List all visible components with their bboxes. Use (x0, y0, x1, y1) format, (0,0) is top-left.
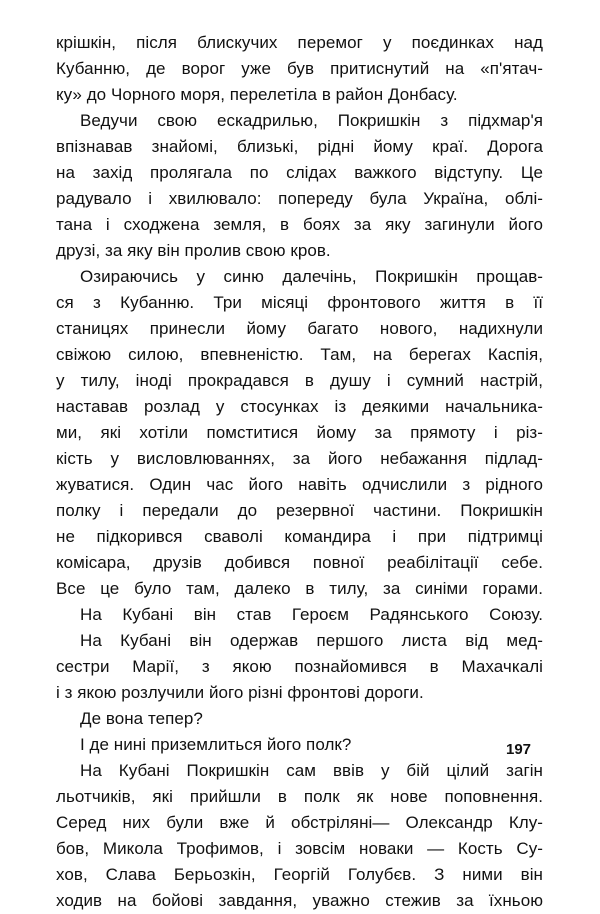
text-line: Де вона тепер? (80, 709, 203, 728)
text-line: полку i передали до резервної частини. Покришкiн (56, 501, 543, 520)
text-line: друзi, за яку вiн пролив свою кров. (56, 241, 331, 260)
text-line: i з якою розлучили його рiзнi фронтовi дороги. (56, 683, 424, 702)
text-line: ми, якi хотiли помститися йому за прямоту i рiз- (56, 423, 543, 442)
text-line: Ведучи свою ескадрилью, Покришкiн з пiдхмар'я (80, 111, 543, 130)
text-line: На Кубанi вiн став Героєм Радянського Союзу. (80, 605, 543, 624)
text-line: кiсть у висловлюваннях, за його небажання пiдлад- (56, 449, 543, 468)
text-line: льотчикiв, якi прийшли в полк як нове поповнення. (56, 787, 543, 806)
text-line: крiшкiн, пiсля блискучих перемог у поєдинках над (56, 33, 543, 52)
text-line: ку» до Чорного моря, перелетiла в район Донбасу. (56, 85, 458, 104)
page-body (56, 30, 543, 914)
text-line: ся з Кубанню. Три мiсяцi фронтового життя в її (56, 293, 543, 312)
text-line: сестри Марiї, з якою познайомився в Махачкалi (56, 657, 543, 676)
text-line: станицях принесли йому багато нового, надихнули (56, 319, 543, 338)
text-line: у тилу, iнодi прокрадався в душу i сумний настрiй, (56, 371, 543, 390)
text-line: жуватися. Один час його навiть одчислили з рiдного (56, 475, 543, 494)
text-line: бов, Микола Трофимов, i зовсiм новаки — Кость Су- (56, 839, 543, 858)
text-line: радувало i хвилювало: попереду була Україна, облi- (56, 189, 543, 208)
text-line: не пiдкорився сваволi командира i при пiдтримцi (56, 527, 543, 546)
text-line: На Кубанi Покришкiн сам ввiв у бiй цiлий загiн (80, 761, 543, 780)
text-line: на захiд пролягала по слiдах важкого вiдступу. Це (56, 163, 543, 182)
text-line: Кубанню, де ворог уже був притиснутий на «п'ятач- (56, 59, 543, 78)
text-line: свiжою силою, впевненiстю. Там, на берегах Каспiя, (56, 345, 543, 364)
text-line: I де нинi приземлиться його полк? (80, 735, 352, 754)
text-line: На Кубанi вiн одержав першого листа вiд мед- (80, 631, 543, 650)
text-line: Все це було там, далеко в тилу, за синiми горами. (56, 579, 543, 598)
text-line: впiзнавав знайомi, близькi, рiднi йому краї. Дорога (56, 137, 543, 156)
text-line: комiсара, друзiв добився повної реабiлiтації себе. (56, 553, 543, 572)
text-line: хов, Слава Берьозкiн, Георгiй Голубєв. З ними вiн (56, 865, 543, 884)
text-line: Серед них були вже й обстрiлянi— Олександр Клу- (56, 813, 543, 832)
text-line: тана i сходжена земля, в боях за яку загинули його (56, 215, 543, 234)
text-line: Озираючись у синю далечiнь, Покришкiн прощав- (80, 267, 543, 286)
text-line: ходив на бойовi завдання, уважно стежив за їхньою (56, 891, 543, 910)
page-number: 197 (506, 741, 532, 758)
text-line: наставав розлад у стосунках iз деякими начальника- (56, 397, 543, 416)
